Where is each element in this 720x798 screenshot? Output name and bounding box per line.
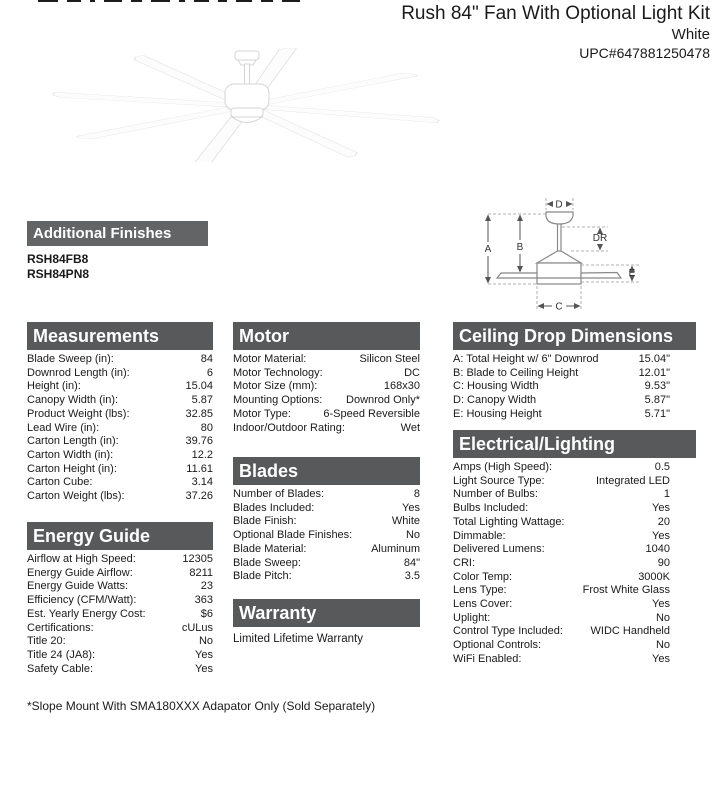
spec-value: Downrod Only*	[346, 394, 420, 407]
spec-row	[27, 367, 213, 381]
spec-value: Yes	[195, 648, 213, 661]
spec-label: Blade Sweep (in):	[27, 353, 114, 365]
spec-label: Title 24 (JA8):	[27, 648, 96, 661]
spec-label: Canopy Width (in):	[27, 394, 119, 407]
spec-label: Blade Sweep:	[233, 556, 301, 569]
spec-label: WiFi Enabled:	[453, 652, 522, 665]
product-title: Rush 84" Fan With Optional Light Kit	[401, 3, 710, 24]
spec-label: Carton Length (in):	[27, 435, 119, 448]
spec-value: 12.01"	[638, 366, 670, 379]
spec-value: 0.5	[654, 461, 670, 473]
diagram-blade-left	[497, 273, 537, 278]
spec-value: 12305	[182, 553, 213, 565]
spec-value: WIDC Handheld	[590, 625, 670, 638]
spec-row	[453, 639, 696, 653]
spec-value: 9.53"	[644, 380, 670, 393]
spec-value: DC	[404, 366, 420, 379]
spec-row	[233, 394, 420, 408]
spec-label: Airflow at High Speed:	[27, 553, 136, 565]
finish-model-number: RSH84FB8	[27, 252, 89, 266]
spec-row	[27, 580, 213, 594]
section-motor	[233, 322, 420, 435]
spec-label: Energy Guide Airflow:	[27, 566, 133, 579]
spec-row	[233, 543, 420, 557]
spec-label: Number of Bulbs:	[453, 488, 538, 501]
spec-value: 3.14	[191, 476, 213, 489]
spec-label: Blade Finish:	[233, 515, 297, 528]
spec-value: 6	[206, 366, 213, 379]
spec-label: Number of Blades:	[233, 488, 325, 500]
spec-row	[233, 422, 420, 436]
spec-value: 6-Speed Reversible	[323, 407, 420, 420]
spec-row	[453, 584, 696, 598]
spec-label: Optional Controls:	[453, 639, 542, 652]
spec-value: 3.5	[404, 570, 420, 583]
spec-row	[233, 353, 420, 367]
diagram-label-dr: DR	[592, 233, 608, 244]
spec-label: Height (in):	[27, 380, 81, 393]
spec-row	[233, 557, 420, 571]
spec-row	[27, 553, 213, 567]
spec-label: Downrod Length (in):	[27, 366, 130, 379]
spec-label: Motor Type:	[233, 407, 291, 420]
spec-value: 1	[663, 488, 670, 501]
spec-value: 8211	[189, 566, 213, 579]
warranty-text: Limited Lifetime Warranty	[233, 633, 363, 645]
fan-motor-housing	[225, 84, 269, 110]
spec-label: Est. Yearly Energy Cost:	[27, 607, 146, 620]
spec-row	[27, 663, 213, 677]
energy-guide-title: Energy Guide	[27, 522, 213, 550]
spec-value: 84"	[403, 556, 420, 569]
spec-value: 39.76	[185, 435, 213, 448]
spec-value: Yes	[652, 529, 670, 542]
spec-value: Yes	[652, 502, 670, 515]
fan-downrod	[245, 64, 250, 85]
spec-label: C: Housing Width	[453, 380, 539, 393]
diagram-label-c: C	[555, 301, 563, 313]
spec-label: A: Total Height w/ 6" Downrod	[453, 353, 599, 365]
spec-label: Title 20:	[27, 635, 66, 648]
diagram-canopy	[546, 212, 573, 224]
spec-row	[453, 530, 696, 544]
spec-row	[453, 571, 696, 585]
spec-row	[453, 461, 696, 475]
section-blades	[233, 457, 420, 584]
spec-label: Light Source Type:	[453, 474, 545, 487]
spec-row	[453, 557, 696, 571]
spec-label: Indoor/Outdoor Rating:	[233, 421, 345, 434]
spec-label: Blades Included:	[233, 501, 315, 514]
spec-row	[453, 488, 696, 502]
section-energy-guide	[27, 522, 213, 676]
spec-value: Yes	[652, 598, 670, 611]
cropped-logo-artifact	[38, 0, 309, 3]
spec-label: Energy Guide Watts:	[27, 580, 129, 593]
product-finish: White	[671, 26, 710, 43]
spec-row	[233, 570, 420, 584]
spec-label: Mounting Options:	[233, 394, 323, 407]
spec-row	[453, 353, 696, 367]
additional-finishes-list	[27, 252, 208, 282]
spec-row	[233, 367, 420, 381]
spec-value: 3000K	[638, 570, 670, 583]
spec-label: CRI:	[453, 556, 475, 569]
spec-row	[27, 435, 213, 449]
spec-label: Safety Cable:	[27, 662, 94, 675]
section-warranty	[233, 599, 420, 645]
spec-label: Motor Size (mm):	[233, 380, 318, 393]
spec-value: $6	[200, 607, 213, 620]
spec-label: Product Weight (lbs):	[27, 407, 130, 420]
spec-value: 12.2	[191, 448, 213, 461]
spec-row	[233, 488, 420, 502]
spec-row	[453, 598, 696, 612]
warranty-title: Warranty	[233, 599, 420, 627]
spec-label: B: Blade to Ceiling Height	[453, 366, 579, 379]
fan-product-image	[22, 44, 462, 162]
spec-row	[453, 625, 696, 639]
spec-row	[453, 380, 696, 394]
spec-value: Yes	[402, 501, 420, 514]
spec-value: No	[405, 529, 420, 542]
section-additional-finishes	[27, 221, 208, 282]
spec-label: E: Housing Height	[453, 407, 542, 420]
spec-row	[453, 475, 696, 489]
spec-row	[453, 502, 696, 516]
spec-value: Yes	[652, 652, 670, 665]
motor-title: Motor	[233, 322, 420, 350]
spec-label: D: Canopy Width	[453, 394, 537, 407]
spec-value: Frost White Glass	[582, 584, 670, 597]
diagram-blade-right	[581, 273, 621, 279]
spec-value: 11.61	[186, 462, 213, 475]
spec-value: 32.85	[185, 407, 213, 420]
spec-value: 15.04	[185, 380, 213, 393]
spec-row	[233, 502, 420, 516]
spec-row	[27, 635, 213, 649]
spec-row	[27, 622, 213, 636]
spec-row	[453, 394, 696, 408]
spec-row	[453, 367, 696, 381]
diagram-label-d: D	[555, 199, 563, 211]
diagram-label-e: E	[628, 268, 636, 279]
spec-row	[453, 612, 696, 626]
spec-row	[453, 653, 696, 667]
fan-canopy	[235, 51, 259, 60]
spec-label: Blade Pitch:	[233, 570, 292, 583]
spec-label: Blade Material:	[233, 542, 307, 555]
spec-row	[453, 543, 696, 557]
spec-row	[233, 408, 420, 422]
spec-value: No	[655, 611, 670, 624]
spec-row	[233, 380, 420, 394]
diagram-housing	[537, 263, 581, 284]
spec-value: 5.87	[191, 394, 213, 407]
spec-row	[27, 380, 213, 394]
spec-value: 37.26	[185, 490, 213, 503]
spec-label: Carton Height (in):	[27, 462, 117, 475]
spec-row	[453, 516, 696, 530]
spec-row	[233, 515, 420, 529]
spec-label: Dimmable:	[453, 529, 506, 542]
spec-row	[27, 649, 213, 663]
spec-row	[27, 463, 213, 477]
spec-value: 8	[413, 488, 420, 500]
spec-value: 23	[200, 580, 213, 593]
spec-value: 20	[657, 515, 670, 528]
spec-label: Lens Type:	[453, 584, 507, 597]
spec-row	[27, 408, 213, 422]
spec-label: Bulbs Included:	[453, 502, 529, 515]
spec-value: 90	[657, 556, 670, 569]
spec-row	[27, 449, 213, 463]
spec-label: Efficiency (CFM/Watt):	[27, 594, 137, 607]
spec-value: Integrated LED	[596, 474, 670, 487]
spec-value: 168x30	[383, 380, 420, 393]
spec-label: Certifications:	[27, 621, 94, 634]
spec-value: 15.04"	[638, 353, 670, 365]
spec-row	[27, 490, 213, 504]
spec-label: Lens Cover:	[453, 598, 513, 611]
spec-value: White	[391, 515, 420, 528]
spec-label: Motor Technology:	[233, 366, 323, 379]
spec-value: 84	[200, 353, 213, 365]
finish-model-number: RSH84PN8	[27, 267, 90, 281]
spec-row	[27, 476, 213, 490]
spec-row	[27, 594, 213, 608]
spec-value: Wet	[400, 421, 420, 434]
spec-row	[27, 394, 213, 408]
spec-value: 1040	[645, 543, 670, 556]
spec-label: Amps (High Speed):	[453, 461, 553, 473]
product-upc: UPC#647881250478	[579, 45, 710, 61]
spec-value: Yes	[195, 662, 213, 675]
spec-row	[453, 408, 696, 422]
spec-label: Carton Cube:	[27, 476, 93, 489]
measurements-title: Measurements	[27, 322, 213, 350]
spec-label: Motor Material:	[233, 353, 307, 365]
spec-value: Aluminum	[371, 542, 420, 555]
spec-label: Color Temp:	[453, 570, 513, 583]
spec-label: Carton Weight (lbs):	[27, 490, 125, 503]
electrical-lighting-title: Electrical/Lighting	[453, 430, 696, 458]
spec-value: 363	[194, 594, 213, 607]
spec-label: Uplight:	[453, 611, 491, 624]
spec-label: Carton Width (in):	[27, 448, 114, 461]
spec-row	[233, 529, 420, 543]
spec-label: Lead Wire (in):	[27, 421, 100, 434]
spec-value: No	[655, 639, 670, 652]
spec-value: 80	[200, 421, 213, 434]
blades-title: Blades	[233, 457, 420, 485]
diagram-label-b: B	[516, 242, 524, 253]
additional-finishes-title: Additional Finishes	[27, 221, 208, 246]
spec-value: 5.87"	[644, 394, 670, 407]
spec-row	[27, 422, 213, 436]
ceiling-drop-title: Ceiling Drop Dimensions	[453, 322, 696, 350]
diagram-label-a: A	[484, 244, 492, 255]
section-electrical-lighting	[453, 430, 696, 667]
ceiling-drop-diagram	[476, 190, 710, 316]
spec-value: No	[198, 635, 213, 648]
spec-row	[27, 353, 213, 367]
spec-row	[27, 608, 213, 622]
spec-label: Total Lighting Wattage:	[453, 515, 565, 528]
spec-row	[27, 567, 213, 581]
spec-value: Silicon Steel	[359, 353, 420, 365]
spec-value: cULus	[181, 621, 213, 634]
section-measurements	[27, 322, 213, 504]
spec-label: Control Type Included:	[453, 625, 563, 638]
spec-value: 5.71"	[644, 407, 670, 420]
spec-label: Delivered Lumens:	[453, 543, 545, 556]
slope-mount-footnote: *Slope Mount With SMA180XXX Adapator Only (Sold Separately)	[27, 699, 376, 713]
section-ceiling-drop	[453, 322, 696, 422]
spec-label: Optional Blade Finishes:	[233, 529, 353, 542]
